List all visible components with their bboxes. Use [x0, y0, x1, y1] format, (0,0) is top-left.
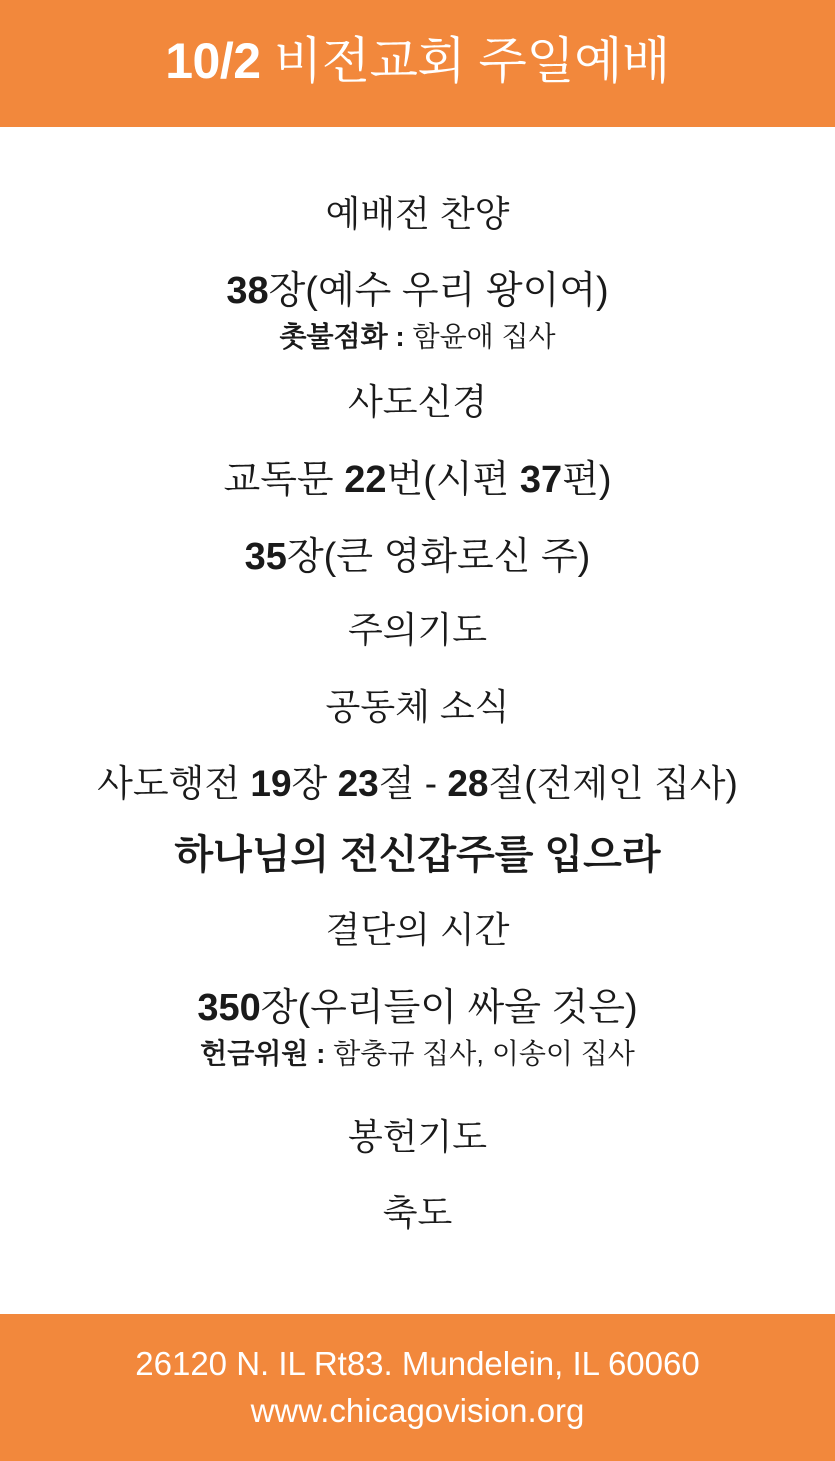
responsive-mid: 번(시편 — [386, 458, 520, 501]
scripture-verse-mid: 절 - — [378, 763, 448, 805]
item-hymn-3 — [0, 986, 835, 1031]
scripture-book: 사도행전 — [97, 763, 251, 805]
item-hymn-2 — [0, 535, 835, 580]
item-scripture-reading — [0, 762, 835, 806]
service-title: 비전교회 주일예배 — [273, 32, 670, 89]
item-decision-time: 결단의 시간 — [325, 909, 510, 951]
offering-committee-label: 헌금위원 : — [200, 1037, 334, 1069]
item-offering-prayer: 봉헌기도 — [347, 1115, 488, 1157]
responsive-psalm: 37 — [519, 458, 563, 501]
responsive-suffix: 편) — [562, 458, 612, 501]
item-community-news: 공동체 소식 — [325, 685, 510, 727]
poster-footer — [0, 1314, 835, 1461]
scripture-verse-suffix: 절(전제인 집사) — [488, 763, 738, 805]
scripture-chapter-unit: 장 — [291, 763, 338, 805]
hymn-3-title: 장(우리들이 싸울 것은) — [260, 986, 638, 1029]
item-apostles-creed: 사도신경 — [347, 381, 488, 423]
item-lords-prayer: 주의기도 — [347, 609, 488, 651]
item-benediction: 축도 — [382, 1192, 453, 1234]
hymn-1-number: 38 — [226, 270, 269, 313]
hymn-2-title: 장(큰 영화로신 주) — [286, 535, 591, 578]
item-offering-committee — [0, 1037, 835, 1070]
church-website: www.chicagovision.org — [250, 1391, 585, 1429]
page-title — [165, 32, 670, 89]
candle-lighting-label: 촛불점화 : — [279, 321, 413, 353]
order-of-service-list — [0, 127, 835, 1314]
church-address: 26120 N. IL Rt83. Mundelein, IL 60060 — [135, 1344, 700, 1382]
candle-lighting-person: 함윤애 집사 — [412, 321, 556, 353]
scripture-verse-from: 23 — [337, 763, 379, 805]
item-praise-before: 예배전 찬양 — [325, 193, 510, 234]
scripture-verse-to: 28 — [447, 763, 489, 805]
hymn-3-number: 350 — [197, 986, 261, 1029]
item-candle-lighting — [0, 320, 835, 353]
service-date: 10/2 — [165, 32, 261, 89]
scripture-chapter: 19 — [250, 763, 292, 805]
item-hymn-1 — [0, 269, 835, 314]
responsive-prefix: 교독문 — [223, 458, 345, 501]
responsive-number: 22 — [344, 458, 387, 501]
hymn-1-title: 장(예수 우리 왕이여) — [268, 270, 609, 313]
poster-header — [0, 0, 835, 127]
offering-committee-people: 함충규 집사, 이송이 집사 — [333, 1037, 635, 1069]
item-sermon-title: 하나님의 전신갑주를 입으라 — [174, 833, 661, 878]
hymn-2-number: 35 — [244, 535, 287, 578]
item-responsive-reading — [0, 458, 835, 503]
